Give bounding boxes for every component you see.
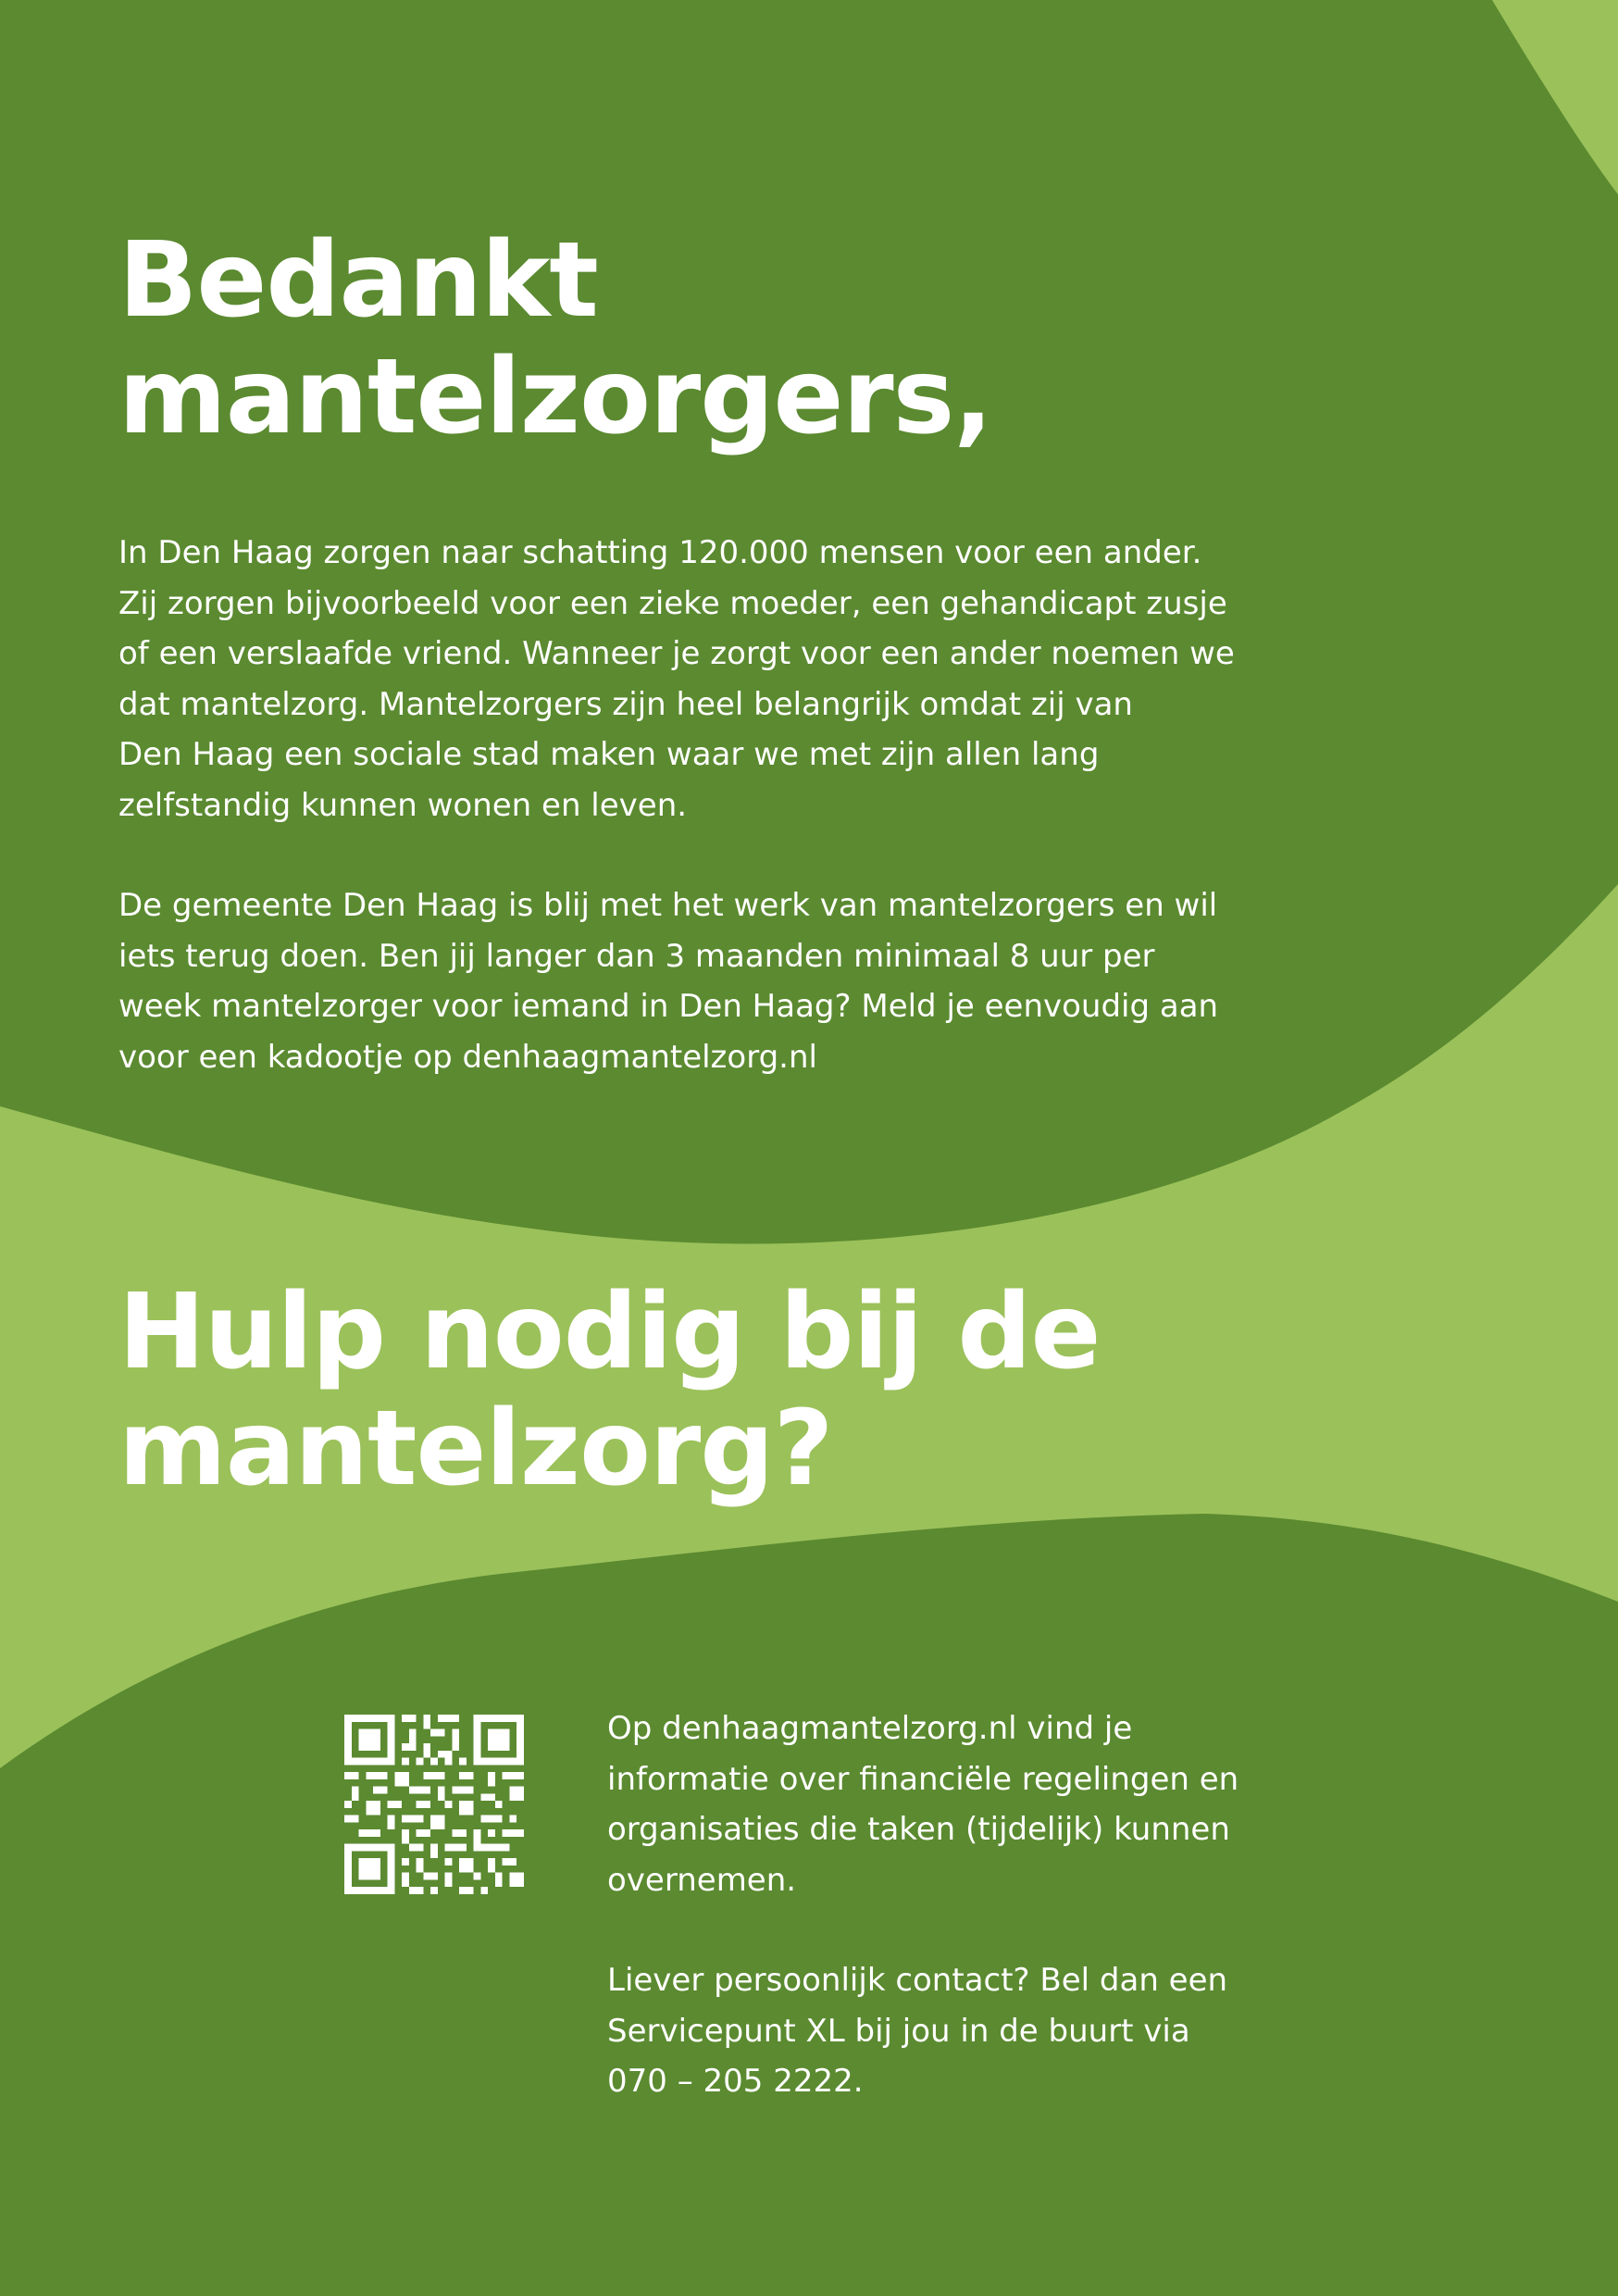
heading-help [118, 1274, 1507, 1507]
help-text-block [607, 1703, 1588, 2107]
heading-help-line1: Hulp nodig bij de [118, 1272, 1101, 1392]
heading-thanks-line1: Bedankt [118, 220, 598, 341]
help-paragraph-2: Liever persoonlijk contact? Bel dan een Servicepunt XL bij jou in de buurt via 070 – 205 2222. [607, 1962, 1228, 2100]
heading-thanks-line2: mantelzorgers, [118, 337, 992, 457]
qr-code-icon[interactable] [344, 1715, 524, 1894]
intro-paragraph-1: In Den Haag zorgen naar schatting 120.000 mensen voor een ander. Zij zorgen bijvoorbeeld voor een zieke moeder, een gehandicapt zusje of een verslaafde vriend. Wanneer je zorgt voor een ander noemen we dat mantelzorg. Mantelzorgers zijn heel belangrijk omdat zij van Den Haag een sociale stad maken waar we met zijn allen lang zelfstandig kunnen wonen en leven. [118, 534, 1235, 824]
help-paragraph-1: Op denhaagmantelzorg.nl vind je informatie over financiële regelingen en organisaties die taken (tijdelijk) kunnen overnemen. [607, 1710, 1239, 1899]
intro-text-block [118, 528, 1562, 1082]
heading-thanks [118, 222, 1507, 455]
intro-paragraph-2: De gemeente Den Haag is blij met het werk van mantelzorgers en wil iets terug doen. Ben jij langer dan 3 maanden minimaal 8 uur per week mantelzorger voor iemand in Den Haag? Meld je eenvoudig aan voor een kadootje op denhaagmantelzorg.nl [118, 887, 1219, 1076]
heading-help-line2: mantelzorg? [118, 1389, 833, 1509]
